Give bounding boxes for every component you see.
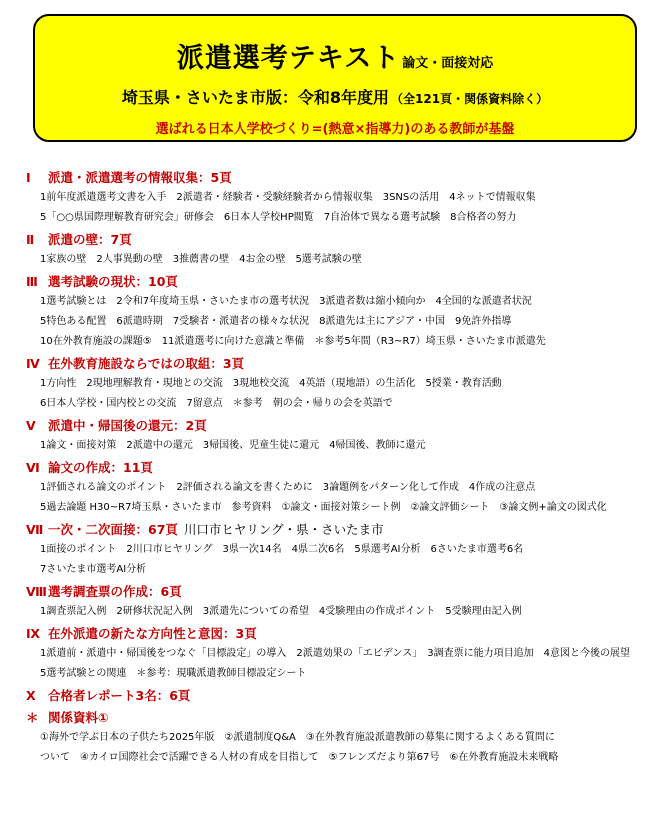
section-heading	[26, 708, 660, 728]
section-title: 論文の作成：11頁	[48, 460, 153, 475]
edition-line	[35, 85, 635, 108]
section-item-line: 5特色ある配置 6派遣時期 7受験者・派遣者の様々な状況 8派遣先は主にアジア・中国 9免許外指導	[40, 316, 512, 327]
section-heading	[26, 458, 660, 478]
section-item-line: 5「○○県国際理解教育研究会」研修会 6日本人学校HP閲覧 7自治体で異なる選考試験 8合格者の努力	[40, 212, 517, 223]
section-number: Ⅶ	[26, 522, 44, 537]
title-suffix: 論文・面接対応	[402, 56, 494, 71]
section-item-line: ①海外で学ぶ日本の子供たち2025年版 ②派遣制度Q&A ③在外教育施設派遣教師の募集に関するよくある質問に	[40, 732, 555, 743]
section-item-line: 1前年度派遣選考文書を入手 2派遣者・経験者・受験経験者から情報収集 3SNSの活用 4ネットで情報収集	[40, 192, 536, 203]
section-item-line: 1選考試験とは 2令和7年度埼玉県・さいたま市の選考状況 3派遣者数は縮小傾向か 4全国的な派遣者状況	[40, 296, 532, 307]
section-title: 合格者レポート3名：6頁	[48, 688, 191, 703]
section-number: Ⅱ	[26, 232, 35, 247]
section-number: Ⅲ	[26, 274, 38, 289]
section-heading	[26, 624, 660, 644]
section-number: Ⅸ	[26, 626, 41, 641]
section-item-line: 1家族の壁 2人事異動の壁 3推薦書の壁 4お金の壁 5選考試験の壁	[40, 254, 362, 265]
section-title: 派遣・派遣選考の情報収集：5頁	[48, 170, 232, 185]
section-heading	[26, 686, 660, 706]
section-item-line: 10在外教育施設の課題⑤ 11派遣選考に向けた意識と準備 ＊参考5年間（R3~R7）埼玉県・さいたま市派遣先	[40, 336, 546, 347]
section-number: Ⅹ	[26, 688, 36, 703]
section-heading	[26, 520, 660, 540]
section-heading	[26, 230, 660, 250]
tagline: 選ばれる日本人学校づくり=(熱意×指導力)のある教師が基盤	[155, 122, 515, 137]
section-item-line: 6日本人学校・国内校との交流 7留意点 ＊参考 朝の会・帰りの会を英語で	[40, 398, 393, 409]
section-item-line: 7さいたま市選考AI分析	[40, 564, 147, 575]
header-banner	[33, 14, 637, 142]
section-number: Ⅰ	[26, 170, 31, 185]
section-item-line: 5選考試験との関連 ＊参考：現職派遣教師目標設定シート	[40, 668, 307, 679]
section-title: 在外派遣の新たな方向性と意図：3頁	[48, 626, 257, 641]
section-title: 関係資料①	[48, 710, 109, 725]
section-number: Ⅴ	[26, 418, 36, 433]
section-title: 派遣の壁：7頁	[48, 232, 132, 247]
section-number: Ⅵ	[26, 460, 40, 475]
section-title: 選考試験の現状：10頁	[48, 274, 178, 289]
title-main: 派遣選考テキスト	[176, 43, 401, 74]
section-heading	[26, 354, 660, 374]
section-title: 在外教育施設ならではの取組：3頁	[48, 356, 245, 371]
section-note: 川口市ヒヤリング・県・さいたま市	[183, 522, 384, 537]
section-number: Ⅷ	[26, 584, 47, 599]
section-item-line: 1論文・面接対策 2派遣中の還元 3帰国後、児童生徒に還元 4帰国後、教師に還元	[40, 440, 426, 451]
document-title	[35, 36, 635, 75]
section-number: ＊	[26, 710, 39, 725]
section-title: 一次・二次面接：67頁	[48, 522, 178, 537]
section-number: Ⅳ	[26, 356, 40, 371]
section-item-line: ついて ④カイロ国際社会で活躍できる人材の育成を目指して ⑤フレンズだより第67号 ⑥在外教育施設未来戦略	[40, 752, 559, 763]
table-of-contents	[20, 166, 660, 768]
edition-note: （全121頁・関係資料除く）	[391, 92, 549, 106]
section-title: 派遣中・帰国後の還元：2頁	[48, 418, 207, 433]
section-heading	[26, 168, 660, 188]
section-item-line: 1調査票記入例 2研修状況記入例 3派遣先についての希望 4受験理由の作成ポイント 5受験理由記入例	[40, 606, 522, 617]
section-heading	[26, 416, 660, 436]
edition-label: 埼玉県・さいたま市版：令和8年度用	[121, 88, 390, 107]
section-heading	[26, 582, 660, 602]
section-item-line: 1派遣前・派遣中・帰国後をつなぐ「目標設定」の導入 2派遣効果の「エビデンス」 3調査票に能力項目追加 4意図と今後の展望	[40, 648, 630, 659]
section-item-line: 1方向性 2現地理解教育・現地との交流 3現地校交流 4英語（現地語）の生活化 5授業・教育活動	[40, 378, 502, 389]
section-item-line: 1面接のポイント 2川口市ヒヤリング 3県一次14名 4県二次6名 5県選考AI分析 6さいたま市選考6名	[40, 544, 524, 555]
section-heading	[26, 272, 660, 292]
section-title: 選考調査票の作成：6頁	[48, 584, 182, 599]
section-item-line: 1評価される論文のポイント 2評価される論文を書くために 3論題例をパターン化して作成 4作成の注意点	[40, 482, 536, 493]
section-item-line: 5過去論題 H30~R7埼玉県・さいたま市 参考資料 ①論文・面接対策シート例 ②論文評価シート ③論文例+論文の図式化	[40, 502, 607, 513]
